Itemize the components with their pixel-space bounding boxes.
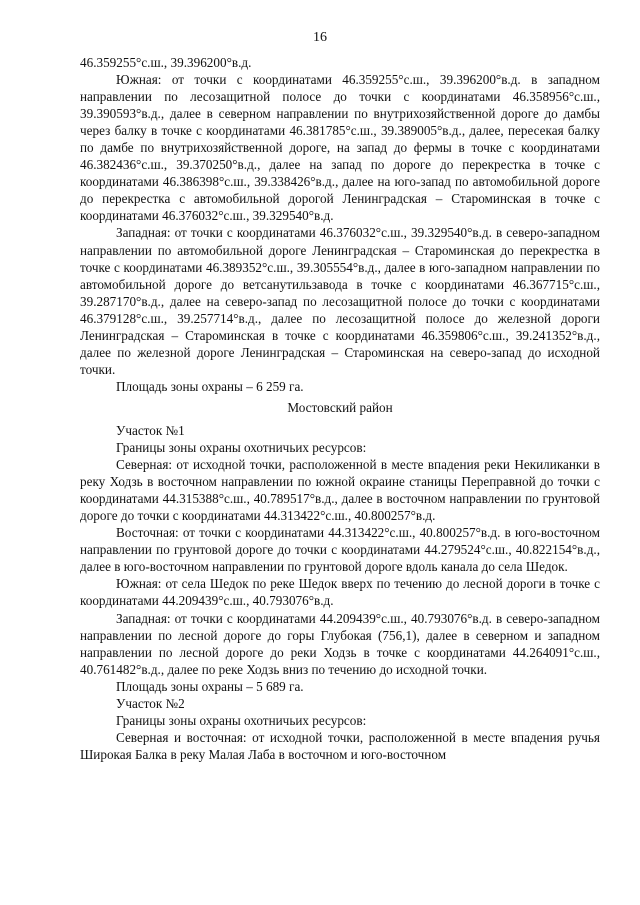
paragraph-north-east-border: Северная и восточная: от исходной точки, расположенной в месте впадения ручья Широкая Балка в реку Малая Лаба в восточном и юго-восточном	[80, 729, 600, 762]
paragraph-west-border-2: Западная: от точки с координатами 44.209439°с.ш., 40.793076°в.д. в северо-западном направлении по лесной дороге до горы Глубокая (756,1), далее в северном и западном направлении по лесной дороге до реки Ходзь в точке с координатами 44.264091°с.ш., 40.761482°в.д., далее по реке Ходзь вниз по течению до исходной точки.	[80, 610, 600, 677]
subsection-plot-2: Участок №2	[116, 695, 185, 711]
paragraph-area-2: Площадь зоны охраны – 5 689 га.	[116, 678, 304, 694]
subsection-plot-1: Участок №1	[116, 422, 185, 438]
paragraph-south-border-2: Южная: от села Шедок по реке Шедок вверх по течению до лесной дороги в точке с координатами 44.209439°с.ш., 40.793076°в.д.	[80, 576, 600, 609]
paragraph-area: Площадь зоны охраны – 6 259 га.	[116, 378, 304, 394]
paragraph-borders-title-2: Границы зоны охраны охотничьих ресурсов:	[116, 712, 367, 728]
page-number: 16	[313, 30, 327, 45]
document-body	[80, 54, 600, 763]
paragraph-west-border: Западная: от точки с координатами 46.376032°с.ш., 39.329540°в.д. в северо-западном направлении по автомобильной дороге Ленинградская – Староминская до перекрестка в точке с координатами 46.389352°с.ш., 39.305554°в.д., далее в юго-западном направлении по автомобильной дороге до ветсанутильзавода в точке с координатами 46.367715°с.ш., 39.287170°в.д., далее на северо-запад по лесозащитной полосе до точки с координатами 46.379128°с.ш., 39.257714°в.д., далее по лесозащитной полосе до железной дороги Ленинградская – Староминская в точке с координатами 46.359806°с.ш., 39.241352°в.д., далее по железной дороге Ленинградская – Староминская на северо-запад до исходной точки.	[80, 225, 600, 377]
paragraph-north-border: Северная: от исходной точки, расположенной в месте впадения реки Некиликанки в реку Ходзь в восточном направлении по южной окраине станицы Переправной до точки с координатами 44.315388°с.ш., 40.789517°в.д., далее в восточном направлении по грунтовой дороге до точки с координатами 44.313422°с.ш., 40.800257°в.д.	[80, 457, 600, 524]
paragraph-coords-continuation: 46.359255°с.ш., 39.396200°в.д.	[80, 55, 252, 70]
paragraph-east-border: Восточная: от точки с координатами 44.313422°с.ш., 40.800257°в.д. в юго-восточном направлении по грунтовой дороге до точки с координатами 44.279524°с.ш., 40.822154°в.д., далее в юго-восточном направлении по грунтовой дороге вдоль канала до села Шедок.	[80, 525, 600, 575]
paragraph-borders-title: Границы зоны охраны охотничьих ресурсов:	[116, 440, 367, 456]
section-heading-mostovsky: Мостовский район	[287, 399, 393, 415]
paragraph-south-border: Южная: от точки с координатами 46.359255°с.ш., 39.396200°в.д. в западном направлении по лесозащитной полосе до точки с координатами 46.358956°с.ш., 39.390593°в.д., далее в северном направлении по внутрихозяйственной дороге до дамбы через балку в точке с координатами 46.381785°с.ш., 39.389005°в.д., далее, пересекая балку по дамбе по внутрихозяйственной дороге, на запад до фермы в точке с координатами 46.382436°с.ш., 39.370250°в.д., далее на запад по дороге до перекрестка в точке с координатами 46.386398°с.ш., 39.338426°в.д., далее на юго-запад по автомобильной дороге до перекрестка с автомобильной дорогой Ленинградская – Староминская в точке с координатами 46.376032°с.ш., 39.329540°в.д.	[80, 72, 600, 224]
